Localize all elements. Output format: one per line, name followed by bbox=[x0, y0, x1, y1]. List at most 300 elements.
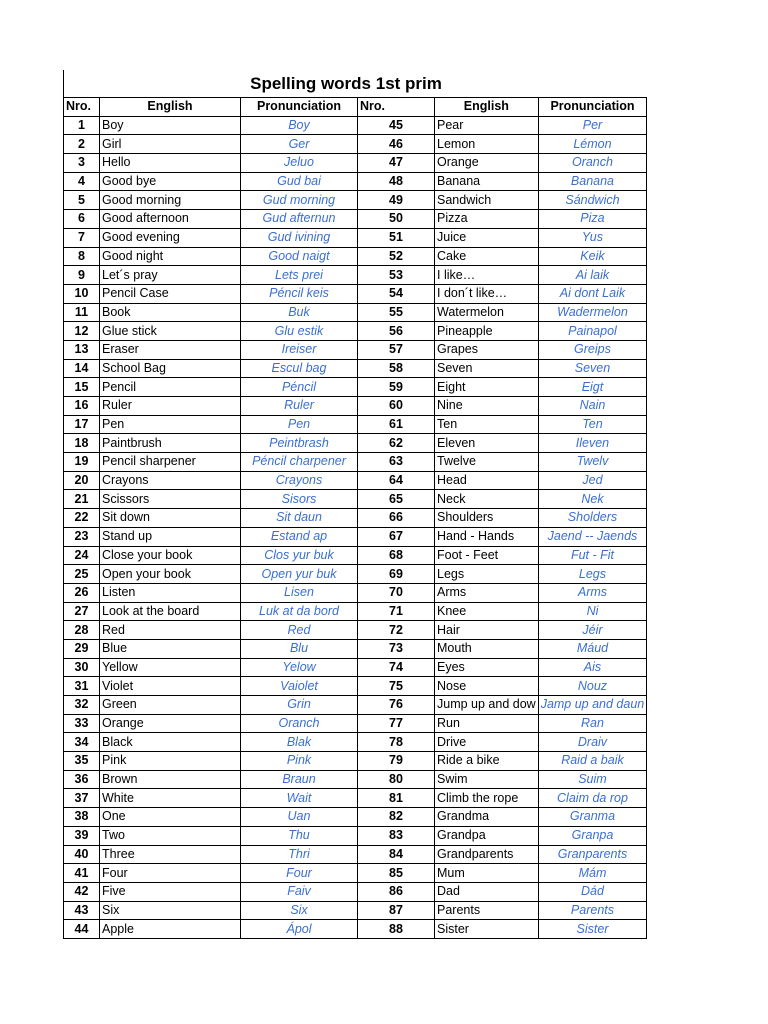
word-number: 8 bbox=[64, 247, 100, 266]
english-word: Black bbox=[100, 733, 241, 752]
word-number: 69 bbox=[358, 565, 435, 584]
english-word: Eight bbox=[435, 378, 539, 397]
word-number: 59 bbox=[358, 378, 435, 397]
pronunciation: Ran bbox=[538, 714, 647, 733]
pronunciation: Gud afternun bbox=[241, 210, 358, 229]
english-word: Eleven bbox=[435, 434, 539, 453]
pronunciation: Sit daun bbox=[241, 509, 358, 528]
pronunciation: Per bbox=[538, 116, 647, 135]
word-number: 3 bbox=[64, 154, 100, 173]
pronunciation: Oranch bbox=[241, 714, 358, 733]
english-word: Blue bbox=[100, 639, 241, 658]
pronunciation: Ai dont Laik bbox=[538, 284, 647, 303]
english-word: Twelve bbox=[435, 453, 539, 472]
table-row bbox=[64, 826, 647, 845]
table-row bbox=[64, 565, 647, 584]
pronunciation: Legs bbox=[538, 565, 647, 584]
pronunciation: Luk at da bord bbox=[241, 602, 358, 621]
english-word: Seven bbox=[435, 359, 539, 378]
word-number: 28 bbox=[64, 621, 100, 640]
pronunciation: Oranch bbox=[538, 154, 647, 173]
english-word: Ruler bbox=[100, 397, 241, 416]
english-word: Drive bbox=[435, 733, 539, 752]
pronunciation: Granma bbox=[538, 808, 647, 827]
english-word: Crayons bbox=[100, 471, 241, 490]
word-number: 83 bbox=[358, 826, 435, 845]
word-number: 87 bbox=[358, 901, 435, 920]
pronunciation: Seven bbox=[538, 359, 647, 378]
table-row bbox=[64, 733, 647, 752]
pronunciation: Estand ap bbox=[241, 527, 358, 546]
pronunciation: Sándwich bbox=[538, 191, 647, 210]
word-number: 24 bbox=[64, 546, 100, 565]
pronunciation: Thri bbox=[241, 845, 358, 864]
table-row bbox=[64, 322, 647, 341]
table-row bbox=[64, 770, 647, 789]
english-word: Three bbox=[100, 845, 241, 864]
pronunciation: Ireiser bbox=[241, 340, 358, 359]
pronunciation: Jéir bbox=[538, 621, 647, 640]
pronunciation: Lisen bbox=[241, 583, 358, 602]
word-number: 25 bbox=[64, 565, 100, 584]
english-word: Six bbox=[100, 901, 241, 920]
word-number: 40 bbox=[64, 845, 100, 864]
english-word: Nine bbox=[435, 397, 539, 416]
header-pronunciation-right: Pronunciation bbox=[538, 98, 647, 117]
pronunciation: Sisors bbox=[241, 490, 358, 509]
english-word: Good night bbox=[100, 247, 241, 266]
word-number: 20 bbox=[64, 471, 100, 490]
word-number: 64 bbox=[358, 471, 435, 490]
word-number: 39 bbox=[64, 826, 100, 845]
pronunciation: Gud morning bbox=[241, 191, 358, 210]
english-word: Pencil Case bbox=[100, 284, 241, 303]
english-word: Dad bbox=[435, 882, 539, 901]
english-word: Close your book bbox=[100, 546, 241, 565]
pronunciation: Sholders bbox=[538, 509, 647, 528]
table-row bbox=[64, 621, 647, 640]
table-row bbox=[64, 191, 647, 210]
english-word: Sit down bbox=[100, 509, 241, 528]
table-row bbox=[64, 359, 647, 378]
english-word: Listen bbox=[100, 583, 241, 602]
word-number: 72 bbox=[358, 621, 435, 640]
table-row bbox=[64, 789, 647, 808]
word-number: 41 bbox=[64, 864, 100, 883]
english-word: Pear bbox=[435, 116, 539, 135]
word-number: 66 bbox=[358, 509, 435, 528]
english-word: Sister bbox=[435, 920, 539, 939]
word-number: 7 bbox=[64, 228, 100, 247]
pronunciation: Four bbox=[241, 864, 358, 883]
english-word: Grapes bbox=[435, 340, 539, 359]
pronunciation: Six bbox=[241, 901, 358, 920]
word-number: 4 bbox=[64, 172, 100, 191]
pronunciation: Peintbrash bbox=[241, 434, 358, 453]
word-number: 44 bbox=[64, 920, 100, 939]
pronunciation: Mám bbox=[538, 864, 647, 883]
english-word: Two bbox=[100, 826, 241, 845]
pronunciation: Péncil bbox=[241, 378, 358, 397]
pronunciation: Open yur buk bbox=[241, 565, 358, 584]
table-row bbox=[64, 658, 647, 677]
pronunciation: Draiv bbox=[538, 733, 647, 752]
english-word: Pineapple bbox=[435, 322, 539, 341]
header-english-left: English bbox=[100, 98, 241, 117]
table-row bbox=[64, 901, 647, 920]
english-word: Eraser bbox=[100, 340, 241, 359]
english-word: Knee bbox=[435, 602, 539, 621]
pronunciation: Buk bbox=[241, 303, 358, 322]
table-row bbox=[64, 752, 647, 771]
table-row bbox=[64, 864, 647, 883]
pronunciation: Pink bbox=[241, 752, 358, 771]
english-word: Grandma bbox=[435, 808, 539, 827]
word-number: 50 bbox=[358, 210, 435, 229]
word-number: 34 bbox=[64, 733, 100, 752]
word-number: 36 bbox=[64, 770, 100, 789]
english-word: Cake bbox=[435, 247, 539, 266]
pronunciation: Suim bbox=[538, 770, 647, 789]
english-word: Four bbox=[100, 864, 241, 883]
english-word: I like… bbox=[435, 266, 539, 285]
table-row bbox=[64, 154, 647, 173]
pronunciation: Crayons bbox=[241, 471, 358, 490]
word-number: 29 bbox=[64, 639, 100, 658]
word-number: 57 bbox=[358, 340, 435, 359]
word-number: 46 bbox=[358, 135, 435, 154]
pronunciation: Keik bbox=[538, 247, 647, 266]
english-word: Stand up bbox=[100, 527, 241, 546]
word-number: 45 bbox=[358, 116, 435, 135]
english-word: Neck bbox=[435, 490, 539, 509]
english-word: Yellow bbox=[100, 658, 241, 677]
english-word: Pizza bbox=[435, 210, 539, 229]
english-word: Lemon bbox=[435, 135, 539, 154]
word-number: 71 bbox=[358, 602, 435, 621]
english-word: Red bbox=[100, 621, 241, 640]
english-word: Brown bbox=[100, 770, 241, 789]
word-number: 49 bbox=[358, 191, 435, 210]
pronunciation: Arms bbox=[538, 583, 647, 602]
pronunciation: Yelow bbox=[241, 658, 358, 677]
english-word: Legs bbox=[435, 565, 539, 584]
word-number: 35 bbox=[64, 752, 100, 771]
english-word: Glue stick bbox=[100, 322, 241, 341]
word-number: 27 bbox=[64, 602, 100, 621]
word-number: 53 bbox=[358, 266, 435, 285]
english-word: Grandpa bbox=[435, 826, 539, 845]
word-number: 43 bbox=[64, 901, 100, 920]
pronunciation: Wadermelon bbox=[538, 303, 647, 322]
header-nro-left: Nro. bbox=[64, 98, 100, 117]
word-number: 42 bbox=[64, 882, 100, 901]
english-word: Eyes bbox=[435, 658, 539, 677]
table-row bbox=[64, 471, 647, 490]
table-body bbox=[64, 116, 647, 938]
word-number: 15 bbox=[64, 378, 100, 397]
english-word: White bbox=[100, 789, 241, 808]
english-word: Watermelon bbox=[435, 303, 539, 322]
word-number: 55 bbox=[358, 303, 435, 322]
pronunciation: Piza bbox=[538, 210, 647, 229]
word-number: 30 bbox=[64, 658, 100, 677]
word-number: 5 bbox=[64, 191, 100, 210]
word-number: 26 bbox=[64, 583, 100, 602]
word-number: 56 bbox=[358, 322, 435, 341]
table-row bbox=[64, 210, 647, 229]
english-word: Run bbox=[435, 714, 539, 733]
pronunciation: Nouz bbox=[538, 677, 647, 696]
word-number: 38 bbox=[64, 808, 100, 827]
table-row bbox=[64, 602, 647, 621]
word-number: 65 bbox=[358, 490, 435, 509]
word-number: 86 bbox=[358, 882, 435, 901]
pronunciation: Boy bbox=[241, 116, 358, 135]
english-word: Five bbox=[100, 882, 241, 901]
table-row bbox=[64, 340, 647, 359]
word-number: 74 bbox=[358, 658, 435, 677]
english-word: Good evening bbox=[100, 228, 241, 247]
english-word: Good afternoon bbox=[100, 210, 241, 229]
table-row bbox=[64, 509, 647, 528]
pronunciation: Péncil charpener bbox=[241, 453, 358, 472]
page-title: Spelling words 1st prim bbox=[250, 74, 442, 93]
word-number: 85 bbox=[358, 864, 435, 883]
pronunciation: Jed bbox=[538, 471, 647, 490]
word-number: 9 bbox=[64, 266, 100, 285]
pronunciation: Sister bbox=[538, 920, 647, 939]
english-word: I don´t like… bbox=[435, 284, 539, 303]
pronunciation: Clos yur buk bbox=[241, 546, 358, 565]
pronunciation: Ai laik bbox=[538, 266, 647, 285]
english-word: Juice bbox=[435, 228, 539, 247]
pronunciation: Jeluo bbox=[241, 154, 358, 173]
english-word: Mum bbox=[435, 864, 539, 883]
pronunciation: Jaend -- Jaends bbox=[538, 527, 647, 546]
english-word: Let´s pray bbox=[100, 266, 241, 285]
pronunciation: Raid a baik bbox=[538, 752, 647, 771]
word-number: 17 bbox=[64, 415, 100, 434]
english-word: Ride a bike bbox=[435, 752, 539, 771]
word-number: 37 bbox=[64, 789, 100, 808]
english-word: Orange bbox=[435, 154, 539, 173]
pronunciation: Nain bbox=[538, 397, 647, 416]
word-number: 52 bbox=[358, 247, 435, 266]
english-word: Foot - Feet bbox=[435, 546, 539, 565]
table-row bbox=[64, 677, 647, 696]
pronunciation: Pen bbox=[241, 415, 358, 434]
word-number: 23 bbox=[64, 527, 100, 546]
english-word: Pencil bbox=[100, 378, 241, 397]
word-number: 21 bbox=[64, 490, 100, 509]
pronunciation: Gud ivining bbox=[241, 228, 358, 247]
word-number: 10 bbox=[64, 284, 100, 303]
word-number: 58 bbox=[358, 359, 435, 378]
pronunciation: Thu bbox=[241, 826, 358, 845]
pronunciation: Parents bbox=[538, 901, 647, 920]
word-number: 54 bbox=[358, 284, 435, 303]
english-word: School Bag bbox=[100, 359, 241, 378]
pronunciation: Granparents bbox=[538, 845, 647, 864]
word-number: 14 bbox=[64, 359, 100, 378]
pronunciation: Wait bbox=[241, 789, 358, 808]
word-number: 6 bbox=[64, 210, 100, 229]
pronunciation: Ais bbox=[538, 658, 647, 677]
word-number: 79 bbox=[358, 752, 435, 771]
word-number: 60 bbox=[358, 397, 435, 416]
word-number: 78 bbox=[358, 733, 435, 752]
word-number: 19 bbox=[64, 453, 100, 472]
table-row bbox=[64, 397, 647, 416]
word-number: 81 bbox=[358, 789, 435, 808]
pronunciation: Vaiolet bbox=[241, 677, 358, 696]
english-word: Climb the rope bbox=[435, 789, 539, 808]
english-word: Girl bbox=[100, 135, 241, 154]
pronunciation: Blak bbox=[241, 733, 358, 752]
pronunciation: Grin bbox=[241, 696, 358, 715]
pronunciation: Blu bbox=[241, 639, 358, 658]
pronunciation: Gud bai bbox=[241, 172, 358, 191]
word-number: 62 bbox=[358, 434, 435, 453]
table-row bbox=[64, 808, 647, 827]
word-number: 16 bbox=[64, 397, 100, 416]
word-number: 88 bbox=[358, 920, 435, 939]
header-english-right: English bbox=[435, 98, 539, 117]
pronunciation: Eigt bbox=[538, 378, 647, 397]
table-row bbox=[64, 247, 647, 266]
table-row bbox=[64, 116, 647, 135]
table-row bbox=[64, 303, 647, 322]
pronunciation: Ileven bbox=[538, 434, 647, 453]
word-number: 67 bbox=[358, 527, 435, 546]
table-row bbox=[64, 920, 647, 939]
table-row bbox=[64, 284, 647, 303]
english-word: Arms bbox=[435, 583, 539, 602]
word-number: 48 bbox=[358, 172, 435, 191]
english-word: Violet bbox=[100, 677, 241, 696]
word-number: 18 bbox=[64, 434, 100, 453]
word-number: 68 bbox=[358, 546, 435, 565]
table-row bbox=[64, 228, 647, 247]
english-word: Good bye bbox=[100, 172, 241, 191]
pronunciation: Claim da rop bbox=[538, 789, 647, 808]
word-number: 47 bbox=[358, 154, 435, 173]
word-number: 31 bbox=[64, 677, 100, 696]
table-header-row bbox=[64, 98, 647, 117]
word-number: 70 bbox=[358, 583, 435, 602]
pronunciation: Lémon bbox=[538, 135, 647, 154]
english-word: Orange bbox=[100, 714, 241, 733]
english-word: Green bbox=[100, 696, 241, 715]
header-nro-right: Nro. bbox=[358, 98, 435, 117]
word-number: 75 bbox=[358, 677, 435, 696]
word-number: 1 bbox=[64, 116, 100, 135]
pronunciation: Red bbox=[241, 621, 358, 640]
table-row bbox=[64, 378, 647, 397]
table-row bbox=[64, 546, 647, 565]
table-row bbox=[64, 172, 647, 191]
table-row bbox=[64, 453, 647, 472]
word-number: 80 bbox=[358, 770, 435, 789]
word-number: 22 bbox=[64, 509, 100, 528]
word-number: 76 bbox=[358, 696, 435, 715]
pronunciation: Good naigt bbox=[241, 247, 358, 266]
table-row bbox=[64, 696, 647, 715]
english-word: Head bbox=[435, 471, 539, 490]
english-word: Apple bbox=[100, 920, 241, 939]
english-word: Swim bbox=[435, 770, 539, 789]
pronunciation: Granpa bbox=[538, 826, 647, 845]
english-word: Grandparents bbox=[435, 845, 539, 864]
english-word: Jump up and dow bbox=[435, 696, 539, 715]
table-row bbox=[64, 490, 647, 509]
pronunciation: Lets prei bbox=[241, 266, 358, 285]
pronunciation: Ruler bbox=[241, 397, 358, 416]
word-number: 51 bbox=[358, 228, 435, 247]
spelling-table bbox=[63, 97, 647, 939]
english-word: Book bbox=[100, 303, 241, 322]
pronunciation: Uan bbox=[241, 808, 358, 827]
table-row bbox=[64, 639, 647, 658]
table-row bbox=[64, 882, 647, 901]
pronunciation: Péncil keis bbox=[241, 284, 358, 303]
pronunciation: Jamp up and daun bbox=[538, 696, 647, 715]
sheet-left-border bbox=[63, 70, 64, 97]
pronunciation: Escul bag bbox=[241, 359, 358, 378]
english-word: Ten bbox=[435, 415, 539, 434]
word-number: 73 bbox=[358, 639, 435, 658]
english-word: Banana bbox=[435, 172, 539, 191]
word-number: 82 bbox=[358, 808, 435, 827]
pronunciation: Painapol bbox=[538, 322, 647, 341]
pronunciation: Dád bbox=[538, 882, 647, 901]
pronunciation: Braun bbox=[241, 770, 358, 789]
pronunciation: Ger bbox=[241, 135, 358, 154]
pronunciation: Faiv bbox=[241, 882, 358, 901]
word-number: 11 bbox=[64, 303, 100, 322]
english-word: Look at the board bbox=[100, 602, 241, 621]
word-number: 12 bbox=[64, 322, 100, 341]
english-word: Good morning bbox=[100, 191, 241, 210]
english-word: Hand - Hands bbox=[435, 527, 539, 546]
english-word: Boy bbox=[100, 116, 241, 135]
pronunciation: Greips bbox=[538, 340, 647, 359]
word-number: 61 bbox=[358, 415, 435, 434]
english-word: Shoulders bbox=[435, 509, 539, 528]
table-row bbox=[64, 527, 647, 546]
english-word: Nose bbox=[435, 677, 539, 696]
pronunciation: Ten bbox=[538, 415, 647, 434]
pronunciation: Fut - Fit bbox=[538, 546, 647, 565]
word-number: 32 bbox=[64, 696, 100, 715]
english-word: Mouth bbox=[435, 639, 539, 658]
pronunciation: Ni bbox=[538, 602, 647, 621]
table-row bbox=[64, 583, 647, 602]
english-word: Scissors bbox=[100, 490, 241, 509]
table-row bbox=[64, 434, 647, 453]
english-word: Pencil sharpener bbox=[100, 453, 241, 472]
table-row bbox=[64, 714, 647, 733]
english-word: Hello bbox=[100, 154, 241, 173]
pronunciation: Glu estik bbox=[241, 322, 358, 341]
word-number: 84 bbox=[358, 845, 435, 864]
pronunciation: Twelv bbox=[538, 453, 647, 472]
word-number: 63 bbox=[358, 453, 435, 472]
english-word: Sandwich bbox=[435, 191, 539, 210]
table-row bbox=[64, 845, 647, 864]
word-number: 33 bbox=[64, 714, 100, 733]
